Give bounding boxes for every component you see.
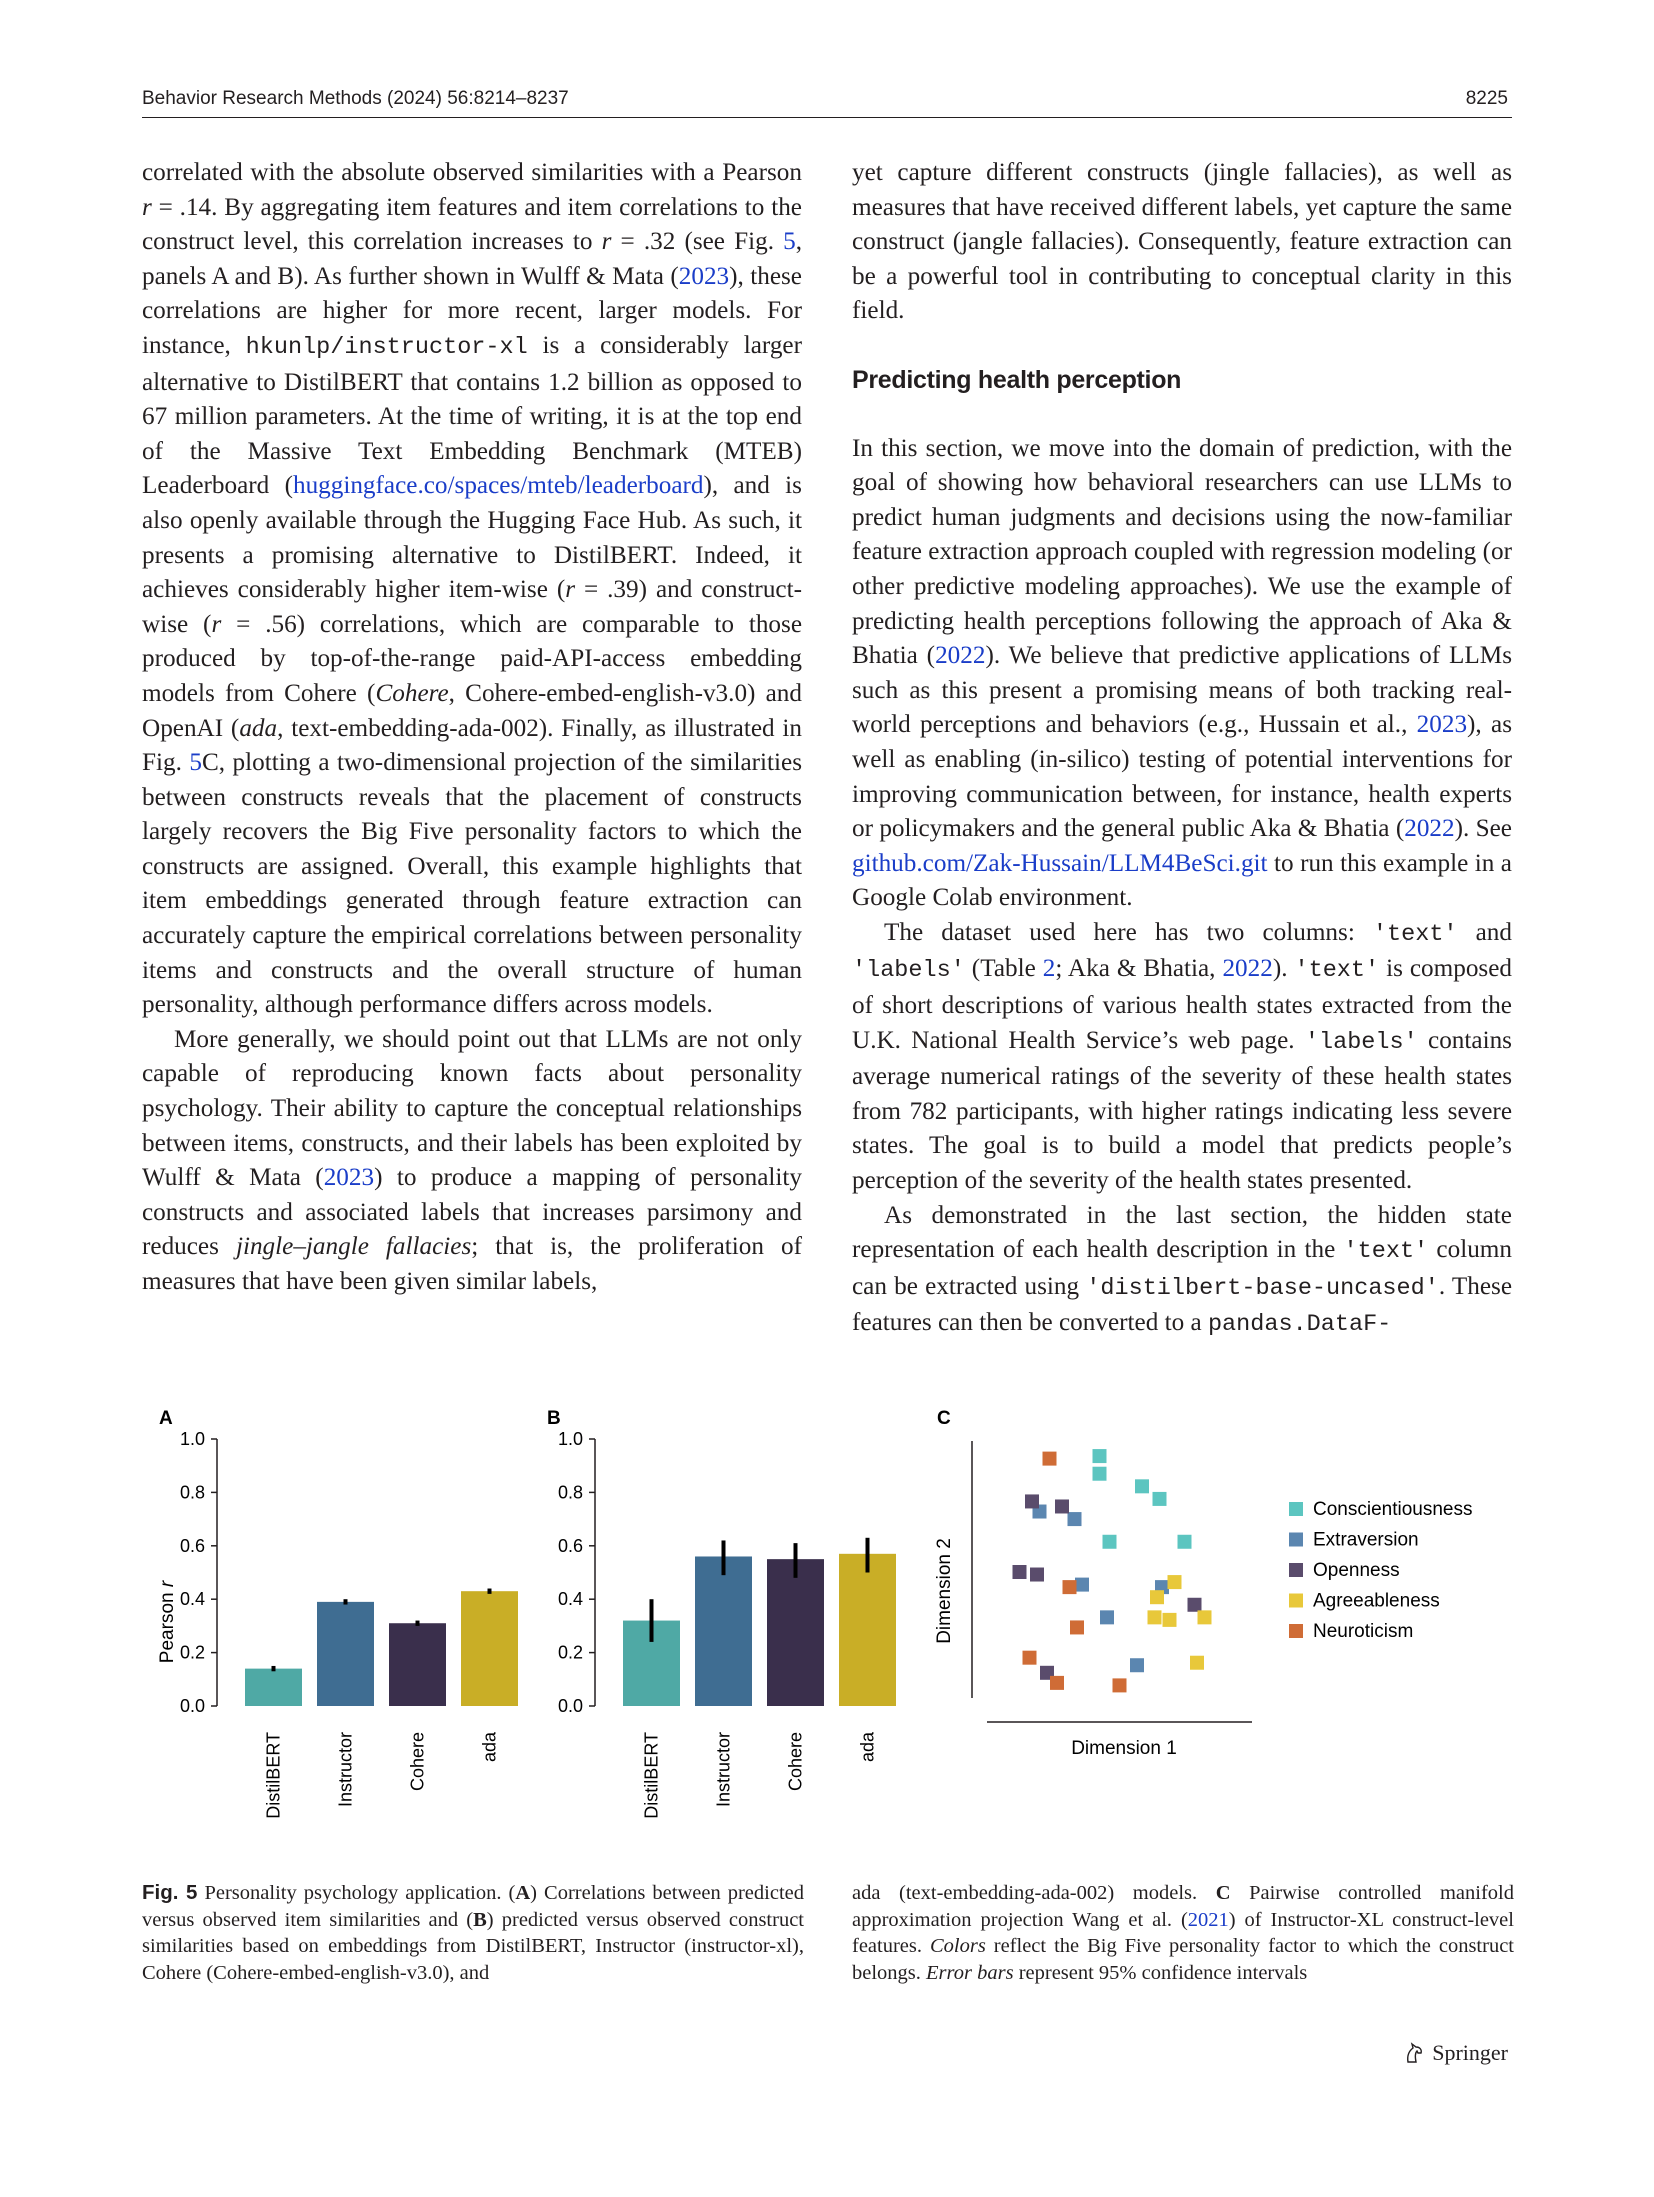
text: , Cohere-embed-english-v3.0) and OpenAI (	[142, 679, 802, 742]
text: (Table	[964, 955, 1043, 983]
figure-link[interactable]: 5	[189, 749, 202, 777]
bar-a	[317, 1602, 374, 1706]
figure-link[interactable]: 5	[783, 228, 796, 256]
scatter-point	[1178, 1535, 1192, 1549]
text: ; that is, the proliferation of measures that have been given similar labels,	[142, 1233, 802, 1295]
scatter-point	[1113, 1678, 1127, 1692]
paragraph: yet capture different constructs (jingle fallacies), as well as measures that have received different labels, yet capture the same construct (jangle fallacies). Consequently, feature extraction can be a powerful tool in contributing to conceptual clarity in this field.	[852, 159, 1512, 325]
bar-b	[767, 1559, 824, 1706]
code: 'text'	[1294, 957, 1380, 985]
text: Error bars	[926, 1961, 1014, 1984]
text: ). See	[1454, 815, 1512, 843]
y-tick-label-b: 0.2	[557, 1642, 583, 1663]
scatter-point	[1013, 1565, 1027, 1579]
scatter-point	[1070, 1620, 1084, 1634]
figure-caption-right	[852, 1880, 1514, 1986]
panel-label-c: C	[937, 1408, 951, 1429]
paragraph	[142, 1023, 802, 1300]
text: = .32 (see Fig.	[611, 228, 784, 256]
table-link[interactable]: 2	[1042, 955, 1056, 983]
text: More generally, we should point out that LLMs are not only capable of reproducing known facts about personality psychology. Their ability to capture the conceptual relationships between items, constructs, and their labels has been exploited by Wulff & Mata (	[142, 1025, 802, 1192]
scatter-point	[1190, 1656, 1204, 1670]
text: , text-embedding-ada-002). Finally, as illustrated in Fig.	[142, 714, 802, 777]
scatter-point	[1043, 1452, 1057, 1466]
y-tick-label-a: 0.2	[179, 1642, 205, 1663]
scatter-point	[1148, 1610, 1162, 1624]
code: pandas.DataF-	[1207, 1311, 1392, 1339]
caption-paragraph	[852, 1880, 1514, 1986]
y-tick-label-b: 1.0	[557, 1429, 583, 1449]
url-link[interactable]: github.com/Zak-Hussain/LLM4BeSci.git	[852, 849, 1268, 877]
scatter-point	[1055, 1499, 1069, 1513]
springer-horse-icon	[1402, 2041, 1426, 2065]
caption-paragraph	[142, 1880, 804, 1986]
text: represent 95% confidence intervals	[1013, 1961, 1308, 1984]
bar-b	[695, 1556, 752, 1706]
x-axis-label-c: Dimension 1	[1071, 1738, 1177, 1759]
figure-5-svg	[142, 1396, 1512, 1876]
text: C, plotting a two-dimensional projection of the similarities between constructs reveals that the placement of constructs largely recovers the Big Five personality factors to which the constructs are assigned. Overall, this example highlights that item embeddings generated through feature extraction can accurately capture the empirical correlations between personality items and constructs and the overall structure of human personality, although performance differs across models.	[142, 749, 802, 1019]
citation-link[interactable]: 2023	[323, 1164, 375, 1192]
y-tick-label-a: 0.0	[179, 1696, 205, 1716]
bar-a	[389, 1623, 446, 1706]
figure-label: Fig. 5	[142, 1881, 198, 1904]
x-tick-label-a: Instructor	[335, 1732, 356, 1808]
scatter-point	[1103, 1535, 1117, 1549]
text: ), and is also openly available through the Hugging Face Hub. As such, it presents a promising alternative to DistilBERT. Indeed, it achieves considerably higher item-wise (	[142, 472, 802, 604]
y-tick-label-b: 0.8	[557, 1482, 583, 1503]
paragraph	[142, 156, 802, 1023]
scatter-point	[1068, 1512, 1082, 1526]
y-tick-label-a: 0.6	[179, 1535, 205, 1556]
y-axis-label-italic: r	[157, 1580, 178, 1588]
code: 'text'	[1372, 920, 1458, 948]
y-axis-label-a	[157, 1580, 178, 1663]
scatter-point	[1100, 1610, 1114, 1624]
text: r	[211, 610, 222, 638]
legend-swatch	[1289, 1563, 1303, 1577]
code: 'distilbert-base-uncased'	[1086, 1274, 1439, 1302]
y-tick-label-b: 0.6	[557, 1535, 583, 1556]
text: is composed of short descriptions of various health states extracted from the U.K. National Health Service’s web page.	[852, 955, 1513, 1054]
text: = .56) correlations, which are comparable to those produced by top-of-the-range paid-API-access embedding models from Cohere (	[142, 610, 802, 707]
legend-label: Neuroticism	[1313, 1621, 1414, 1642]
scatter-point	[1153, 1492, 1167, 1506]
scatter-point	[1023, 1651, 1037, 1665]
text: As demonstrated in the last section, the hidden state representation of each health description in the	[852, 1201, 1512, 1264]
publisher-name: Springer	[1432, 2040, 1508, 2065]
scatter-point	[1198, 1610, 1212, 1624]
text: ada (text-embedding-ada-002) models.	[852, 1882, 1216, 1904]
scatter-point	[1135, 1479, 1149, 1493]
y-tick-label-b: 0.0	[557, 1696, 583, 1716]
text: ).	[1272, 955, 1295, 983]
scatter-point	[1025, 1494, 1039, 1508]
text: . These features can then be converted to a	[852, 1272, 1512, 1337]
scatter-point	[1150, 1590, 1164, 1604]
journal-header: Behavior Research Methods (2024) 56:8214–8237	[142, 88, 569, 109]
scatter-point	[1093, 1449, 1107, 1463]
scatter-point	[1063, 1580, 1077, 1594]
text: ada	[239, 714, 278, 742]
text: The dataset used here has two columns:	[884, 918, 1373, 946]
figure-5	[142, 1396, 1512, 1876]
citation-link[interactable]: 2022	[1404, 815, 1455, 843]
text: r	[142, 193, 152, 221]
legend-label: Extraversion	[1313, 1529, 1419, 1551]
text: C	[1215, 1882, 1231, 1904]
text: column can be extracted using	[852, 1236, 1512, 1300]
publisher-footer	[1402, 2040, 1508, 2066]
y-tick-label-a: 1.0	[179, 1429, 205, 1449]
paragraph	[852, 1199, 1512, 1343]
right-column	[852, 156, 1512, 1343]
text: ), as well as enabling (in-silico) testing of potential interventions for improving communication between, for instance, health experts or policymakers and the general public Aka & Bhatia (	[852, 711, 1512, 843]
text: Personality psychology application. (	[197, 1882, 516, 1904]
paragraph	[852, 432, 1512, 916]
legend-label: Conscientiousness	[1313, 1499, 1473, 1520]
text: ; Aka & Bhatia,	[1055, 955, 1223, 983]
url-link[interactable]: huggingface.co/spaces/mteb/leaderboard	[292, 472, 704, 500]
text: B	[473, 1908, 487, 1931]
text: to run this example in a Google Colab environment.	[852, 849, 1512, 912]
text: = .14. By aggregating item features and item correlations to the construct level, this correlation increases to	[142, 193, 802, 256]
citation-link[interactable]: 2022	[935, 642, 986, 670]
text: contains average numerical ratings of the severity of these health states from 782 participants, with higher ratings indicating less severe states. The goal is to build a model that predicts people’s perception of the severity of the health states presented.	[852, 1026, 1512, 1195]
text: r	[601, 228, 612, 256]
page-number: 8225	[1465, 88, 1508, 109]
legend-swatch	[1289, 1594, 1303, 1608]
scatter-point	[1163, 1613, 1177, 1627]
text: ), these correlations are higher for more recent, larger models. For instance,	[142, 262, 802, 359]
scatter-point	[1093, 1467, 1107, 1481]
header-rule	[142, 117, 1512, 118]
text: In this section, we move into the domain of prediction, with the goal of showing how behavioral researchers can use LLMs to predict human judgments and decisions using the now-familiar feature extraction approach coupled with regression modeling (or other predictive modeling approaches). We use the example of predicting health perceptions following the approach of Aka & Bhatia (	[852, 434, 1512, 670]
text: ). We believe that predictive applications of LLMs such as this present a promising means of both tracking real-world perceptions and behaviors (e.g., Hussain et al.,	[852, 642, 1513, 739]
text: ) predicted versus observed construct similarities based on embeddings from DistilBERT, Instructor (instructor-xl), Cohere (Cohere-embed-english-v3.0), and	[142, 1908, 804, 1984]
scatter-point	[1130, 1658, 1144, 1672]
code: 'labels'	[1304, 1028, 1418, 1056]
x-tick-label-b: Cohere	[785, 1732, 806, 1792]
text: is a considerably larger alternative to DistilBERT that contains 1.2 billion as opposed to 67 million parameters. At the time of writing, it is at the top end of the Massive Text Embedding Benchmark (MTEB) Leaderboard (	[142, 331, 802, 500]
text: ) of Instructor-XL construct-level features.	[852, 1908, 1514, 1958]
section-heading: Predicting health perception	[852, 365, 1182, 394]
x-tick-label-b: ada	[857, 1732, 878, 1763]
x-tick-label-a: ada	[479, 1732, 500, 1763]
panel-label-b: B	[547, 1408, 561, 1429]
legend-swatch	[1289, 1533, 1303, 1547]
paragraph	[852, 916, 1512, 1199]
text: = .39) and construct-wise (	[142, 576, 802, 638]
y-tick-label-b: 0.4	[557, 1589, 583, 1610]
code: hkunlp/instructor-xl	[245, 333, 528, 361]
legend-label: Agreeableness	[1313, 1590, 1440, 1612]
y-tick-label-a: 0.4	[179, 1589, 205, 1610]
panel-label-a: A	[159, 1408, 173, 1429]
scatter-point	[1030, 1568, 1044, 1582]
x-tick-label-b: Instructor	[713, 1732, 734, 1808]
y-axis-label-text: Pearson	[157, 1592, 178, 1664]
bar-a	[461, 1591, 518, 1706]
text: , panels A and B). As further shown in Wulff & Mata (	[142, 228, 802, 290]
y-axis-label-c: Dimension 2	[934, 1538, 955, 1644]
legend-swatch	[1289, 1502, 1303, 1516]
scatter-point	[1168, 1575, 1182, 1589]
legend-swatch	[1289, 1624, 1303, 1638]
text: jingle–jangle fallacies	[235, 1233, 472, 1261]
citation-link[interactable]: 2023	[1416, 711, 1468, 739]
scatter-point	[1075, 1578, 1089, 1592]
left-column	[142, 156, 802, 1300]
code: 'labels'	[852, 957, 965, 985]
citation-link[interactable]: 2022	[1222, 955, 1273, 983]
citation-link[interactable]: 2023	[678, 262, 730, 290]
text: Cohere	[375, 679, 449, 707]
bar-a	[245, 1669, 302, 1706]
text: and	[1457, 918, 1512, 946]
code: 'text'	[1343, 1238, 1429, 1266]
chart-layer	[180, 1429, 1473, 1819]
legend-label: Openness	[1313, 1560, 1400, 1581]
citation-link[interactable]: 2021	[1187, 1908, 1229, 1931]
text: reflect the Big Five personality factor to which the construct belongs.	[852, 1935, 1514, 1984]
text: A	[515, 1882, 531, 1904]
scatter-point	[1188, 1598, 1202, 1612]
x-tick-label-b: DistilBERT	[641, 1732, 662, 1819]
bar-b	[839, 1554, 896, 1706]
text: ) Correlations between predicted versus observed item similarities and (	[142, 1882, 804, 1931]
text: r	[565, 576, 576, 604]
x-tick-label-a: Cohere	[407, 1732, 428, 1792]
text: correlated with the absolute observed similarities with a Pearson	[142, 159, 802, 186]
figure-caption-left	[142, 1880, 804, 1986]
x-tick-label-a: DistilBERT	[263, 1732, 284, 1819]
y-tick-label-a: 0.8	[179, 1482, 205, 1503]
text: Pairwise controlled manifold approximation projection Wang et al. (	[852, 1882, 1514, 1931]
text: Colors	[929, 1935, 986, 1958]
text: ) to produce a mapping of personality constructs and associated labels that increases parsimony and reduces	[142, 1164, 802, 1261]
scatter-point	[1050, 1676, 1064, 1690]
